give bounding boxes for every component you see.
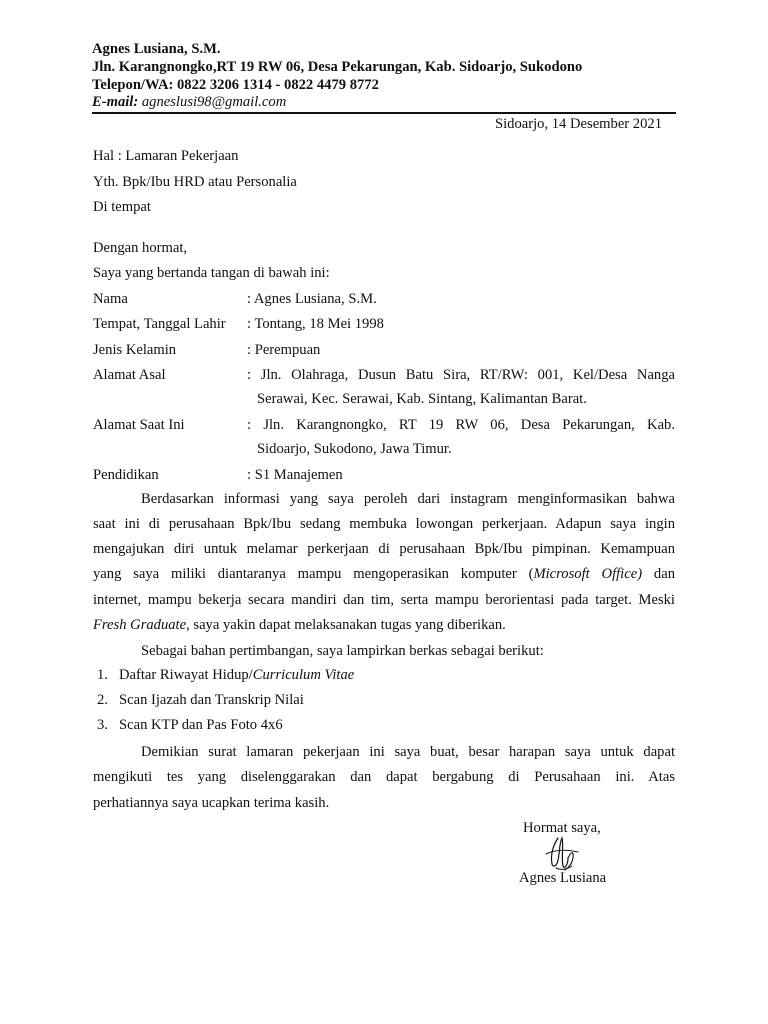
signer-name: Agnes Lusiana: [519, 870, 607, 886]
list-item-1-text: Daftar Riwayat Hidup/: [119, 667, 253, 683]
microsoft-office-text: Microsoft Office): [533, 566, 643, 582]
letter-recipient: Yth. Bpk/Ibu HRD atau Personalia: [93, 174, 297, 190]
intro-text: Saya yang bertanda tangan di bawah ini:: [93, 265, 330, 281]
list-number-2: 2.: [97, 692, 108, 708]
body-p3-line1: Demikian surat lamaran pekerjaan ini saya buat, besar harapan saya untuk dapat: [141, 744, 675, 760]
list-item-3: Scan KTP dan Pas Foto 4x6: [119, 717, 283, 733]
letter-location: Di tempat: [93, 199, 151, 215]
field-value-alamat-asal-line2: Serawai, Kec. Serawai, Kab. Sintang, Kalimantan Barat.: [257, 391, 587, 407]
field-label-alamat-asal: Alamat Asal: [93, 367, 166, 383]
signature-image: [538, 832, 586, 874]
list-number-3: 3.: [97, 717, 108, 733]
email-label: E-mail:: [92, 94, 139, 110]
letter-subject: Hal : Lamaran Pekerjaan: [93, 148, 239, 164]
list-item-1: [119, 667, 354, 685]
sender-email-line: [92, 94, 286, 112]
field-value-pendidikan: : S1 Manajemen: [247, 467, 343, 483]
field-label-pendidikan: Pendidikan: [93, 467, 159, 483]
body-p1-line1: Berdasarkan informasi yang saya peroleh dari instagram menginformasikan bahwa: [141, 491, 675, 507]
curriculum-vitae-text: Curriculum Vitae: [252, 667, 355, 683]
list-item-2: Scan Ijazah dan Transkrip Nilai: [119, 692, 304, 708]
field-value-nama: : Agnes Lusiana, S.M.: [247, 291, 377, 307]
body-p1-line6: [93, 617, 506, 635]
sender-email: agneslusi98@gmail.com: [141, 94, 287, 110]
fresh-graduate-text: Fresh Graduate: [93, 617, 187, 633]
field-value-jenis-kelamin: : Perempuan: [247, 342, 321, 358]
greeting: Dengan hormat,: [93, 240, 188, 256]
body-p2: Sebagai bahan pertimbangan, saya lampirkan berkas sebagai berikut:: [141, 643, 544, 659]
body-p1-line4-a: yang saya miliki diantaranya mampu mengoperasikan komputer (: [93, 566, 534, 582]
body-p3-line2: mengikuti tes yang diselenggarakan dan dapat bergabung di Perusahaan ini. Atas: [93, 769, 675, 785]
body-p1-line5: internet, mampu bekerja secara mandiri dan tim, serta mampu berorientasi pada target. Meski: [93, 592, 675, 608]
field-value-alamat-saat-ini-line2: Sidoarjo, Sukodono, Jawa Timur.: [257, 441, 452, 457]
list-number-1: 1.: [97, 667, 108, 683]
field-label-jenis-kelamin: Jenis Kelamin: [93, 342, 177, 358]
field-label-nama: Nama: [93, 291, 128, 307]
field-value-alamat-saat-ini-line1: : Jln. Karangnongko, RT 19 RW 06, Desa Pekarungan, Kab.: [247, 417, 675, 433]
body-p1-line4: [93, 566, 675, 584]
letterhead-divider: [92, 112, 676, 114]
field-value-ttl: : Tontang, 18 Mei 1998: [247, 316, 384, 332]
letter-date: Sidoarjo, 14 Desember 2021: [495, 116, 662, 132]
field-label-ttl: Tempat, Tanggal Lahir: [93, 316, 226, 332]
sender-phone: Telepon/WA: 0822 3206 1314 - 0822 4479 8772: [92, 77, 379, 93]
body-p1-line2: saat ini di perusahaan Bpk/Ibu sedang membuka lowongan perkerjaan. Adapun saya ingin: [93, 516, 675, 532]
field-label-alamat-saat-ini: Alamat Saat Ini: [93, 417, 185, 433]
sender-address: Jln. Karangnongko,RT 19 RW 06, Desa Pekarungan, Kab. Sidoarjo, Sukodono: [92, 59, 583, 75]
closing-salutation: Hormat saya,: [523, 820, 601, 836]
body-p1-line3: mengajukan diri untuk melamar perkerjaan di perusahaan Bpk/Ibu pimpinan. Kemampuan: [93, 541, 675, 557]
body-p1-line6-b: , saya yakin dapat melaksanakan tugas yang diberikan.: [186, 617, 506, 633]
sender-name: Agnes Lusiana, S.M.: [92, 41, 221, 57]
field-value-alamat-asal-line1: : Jln. Olahraga, Dusun Batu Sira, RT/RW: 001, Kel/Desa Nanga: [247, 367, 675, 383]
body-p3-line3: perhatiannya saya ucapkan terima kasih.: [93, 795, 330, 811]
body-p1-line4-c: dan: [642, 566, 675, 582]
